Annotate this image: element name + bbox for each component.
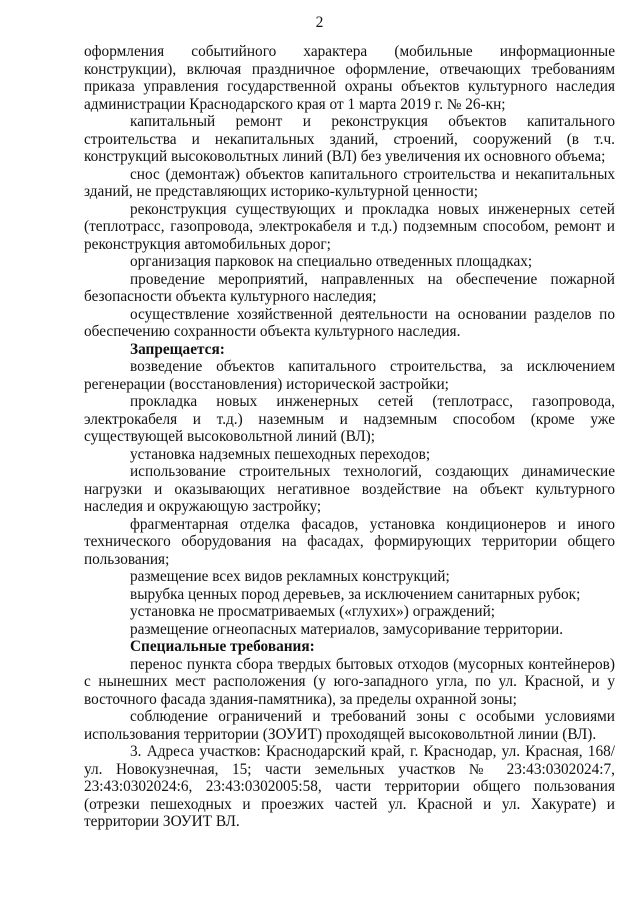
paragraph: вырубка ценных пород деревьев, за исключением санитарных рубок; — [130, 585, 581, 603]
paragraph: осуществление хозяйственной деятельности на основании разделов по обеспечению сохранности объекта культурного наследия. — [84, 305, 615, 340]
paragraph: проведение мероприятий, направленных на обеспечение пожарной безопасности объекта культурного наследия; — [84, 270, 615, 305]
paragraph: установка надземных пешеходных переходов; — [130, 445, 431, 463]
paragraph: 3. Адреса участков: Краснодарский край, г. Краснодар, ул. Красная, 168/ул. Новокузнечная, 15; части земельных участков № 23:43:0302024:7, 23:43:0302024:6, 23:43:0302005:58, части территории общего пользования (отрезки пешеходных и проезжих частей ул. Красной и ул. Хакурате) и территории ЗОУИТ ВЛ. — [84, 743, 615, 830]
section-heading: Специальные требования: — [130, 638, 315, 655]
paragraph: реконструкция существующих и прокладка новых инженерных сетей (теплотрасс, газопровода, электрокабеля и т.д.) подземным способом, ремонт и реконструкция автомобильных дорог; — [84, 200, 615, 253]
paragraph: возведение объектов капитального строительства, за исключением регенерации (восстановления) исторической застройки; — [84, 358, 615, 393]
page-number: 2 — [315, 14, 324, 31]
document-body — [84, 43, 615, 831]
paragraph: фрагментарная отделка фасадов, установка кондиционеров и иного технического оборудования на фасадах, формирующих территории общего пользования; — [84, 515, 615, 568]
paragraph: капитальный ремонт и реконструкция объектов капитального строительства и некапитальных зданий, строений, сооружений (в т.ч. конструкций высоковольтных линий (ВЛ) без увеличения их основного объема; — [84, 113, 615, 165]
paragraph: установка не просматриваемых («глухих») ограждений; — [130, 603, 496, 620]
paragraph: использование строительных технологий, создающих динамические нагрузки и оказывающих негативное воздействие на объект культурного наследия и окружающую застройку; — [84, 463, 615, 515]
paragraph: размещение огнеопасных материалов, замусоривание территории. — [130, 620, 564, 638]
paragraph: организация парковок на специально отведенных площадках; — [130, 253, 533, 270]
paragraph: прокладка новых инженерных сетей (теплотрасс, газопровода, электрокабеля и т.д.) наземным и надземным способом (кроме уже существующей высоковольтной линий (ВЛ); — [84, 393, 615, 445]
section-heading: Запрещается: — [130, 340, 225, 358]
paragraph: соблюдение ограничений и требований зоны с особыми условиями использования территории (ЗОУИТ) проходящей высоковольтной линии (ВЛ). — [84, 708, 615, 743]
paragraph: размещение всех видов рекламных конструкций; — [130, 568, 450, 585]
paragraph: оформления событийного характера (мобильные информационные конструкции), включая праздничное оформление, отвечающих требованиям приказа управления государственной охраны объектов культурного наследия администрации Краснодарского края от 1 марта 2019 г. № 26-кн; — [84, 43, 615, 113]
paragraph: снос (демонтаж) объектов капитального строительства и некапитальных зданий, не представляющих историко-культурной ценности; — [84, 165, 615, 200]
paragraph: перенос пункта сбора твердых бытовых отходов (мусорных контейнеров) с нынешних мест расположения (у юго-западного угла, по ул. Красной, и у восточного фасада здания-памятника), за пределы охранной зоны; — [84, 655, 615, 708]
